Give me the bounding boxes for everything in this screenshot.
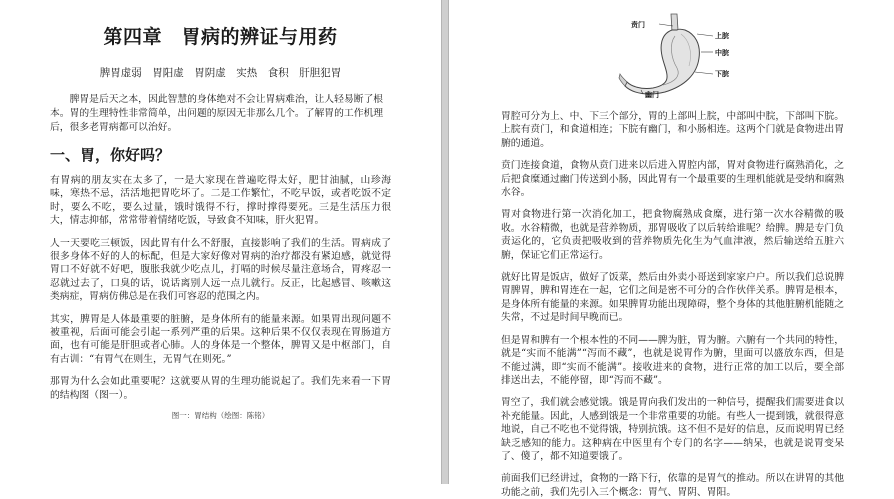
paragraph: 人一天要吃三顿饭，因此胃有什么不舒服，直接影响了我们的生活。胃病成了很多身体不好的人的标配，但是大家好像对胃病的治疗都没有紧迫感，就觉得胃口不好就不好吧，腹胀我就少吃点儿，打嗝的时候尽量注意场合，胃疼忍一忍就过去了，口臭的话，说话离别人远一点儿就行。反正，比起感冒、咳嗽这类病症，胃病仿佛总是在我们可容忍的范围之内。: [50, 237, 391, 303]
label-lower-stomach: 下脘: [715, 70, 729, 78]
paragraph: 贲门连接食道，食物从贲门进来以后进入胃腔内部，胃对食物进行腐熟消化，之后把食糜通过幽门传送到小肠，因此胃有一个最重要的生理机能就是受纳和腐熟水谷。: [501, 160, 844, 199]
label-middle-stomach: 中脘: [715, 49, 729, 57]
label-upper-stomach: 上脘: [715, 32, 729, 40]
paragraph: 胃腔可分为上、中、下三个部分，胃的上部叫上脘，中部叫中脘，下部叫下脘。上脘有贲门，和食道相连；下脘有幽门，和小肠相连。这两个门就是食物进出胃腑的通道。: [501, 111, 844, 149]
paragraph: 胃对食物进行第一次消化加工，把食物腐熟成食糜，进行第一次水谷精微的吸收。水谷精微，也就是营养物质，那胃吸收了以后转给谁呢？给脾。脾是专门负责运化的，它负责把吸收到的营养物质先化生为气血津液，然后输送给五脏六腑，保证它们正常运行。: [501, 209, 844, 261]
page-gutter: [441, 0, 449, 484]
chapter-title: 第四章 胃病的辨证与用药: [103, 26, 338, 48]
paragraph: 有胃病的朋友实在太多了，一是大家现在普遍吃得太好，肥甘油腻，山珍海味，寒热不忌，活活地把胃吃坏了。二是工作繁忙，不吃早饭，或者吃饭不定时，要么不吃，要么过量，饿时饿得不行，撑时撑得要死。三是生活压力很大，情志抑郁，常常带着情绪吃饭，导致食不知味，肝火犯胃。: [50, 175, 391, 227]
left-page: [0, 0, 441, 484]
paragraph: 那胃为什么会如此重要呢？这就要从胃的生理功能说起了。我们先来看一下胃的结构图（图一）。: [50, 376, 391, 401]
chapter-intro: 脾胃是后天之本，因此智慧的身体绝对不会让胃病难治，让人轻易断了根本。胃的生理特性非常简单，出问题的原因无非那么几个。了解胃的工作机理后，很多老胃病都可以治好。: [50, 94, 384, 133]
section-heading: 一、胃，你好吗？: [50, 146, 171, 164]
label-pylorus: 幽门: [645, 91, 659, 99]
stomach-figure: [619, 12, 749, 98]
figure-caption: 图一：胃结构（绘图：陈铭）: [171, 411, 270, 421]
label-cardia: 贲门: [631, 21, 645, 29]
paragraph: 胃空了，我们就会感觉饿。饿是胃向我们发出的一种信号，提醒我们需要进食以补充能量。因此，人感到饿是一个非常重要的功能。有些人一提到饿，就很得意地说，自己不吃也不觉得饿，特别抗饿。这不但不是好的信息，反而说明胃已经缺乏感知的能力。这种病在中医里有个专门的名字——纳呆，也就是说胃变呆了、傻了，都不知道要饿了。: [501, 397, 844, 462]
paragraph: 就好比胃是饭店，做好了饭菜，然后由外卖小哥送到家家户户。所以我们总说脾胃脾胃，脾和胃连在一起，它们之间是密不可分的合作伙伴关系。脾胃是根本，是身体所有能量的来源。如果脾胃功能出现障碍，整个身体的其他脏腑机能随之失常，不过是时间早晚而已。: [501, 272, 844, 324]
chapter-subtitle: 脾胃虚弱 胃阳虚 胃阴虚 实热 食积 肝胆犯胃: [99, 67, 342, 79]
paragraph: 但是胃和脾有一个根本性的不同——脾为脏，胃为腑。六腑有一个共同的特性，就是“实而不能满”“泻而不藏”，也就是说胃作为腑，里面可以盛放东西，但是不能过满，即“实而不能满”。接收进来的食物，进行正常的加工以后，要全部排送出去，不能停留，即“泻而不藏”。: [501, 334, 844, 386]
paragraph: 前面我们已经讲过，食物的一路下行，依靠的是胃气的推动。所以在讲胃的其他功能之前，我们先引入三个概念：胃气、胃阴、胃阳。: [501, 473, 844, 498]
paragraph: 其实，脾胃是人体最重要的脏腑，是身体所有的能量来源。如果胃出现问题不被重视，后面可能会引起一系列严重的后果。这种后果不仅仅表现在胃肠道方面，也有可能是肝胆或者心肺。人的身体是一个整体，脾胃又是中枢部门，自有古训：“有胃气在则生，无胃气在则死。”: [50, 313, 391, 365]
right-page: [449, 0, 894, 498]
